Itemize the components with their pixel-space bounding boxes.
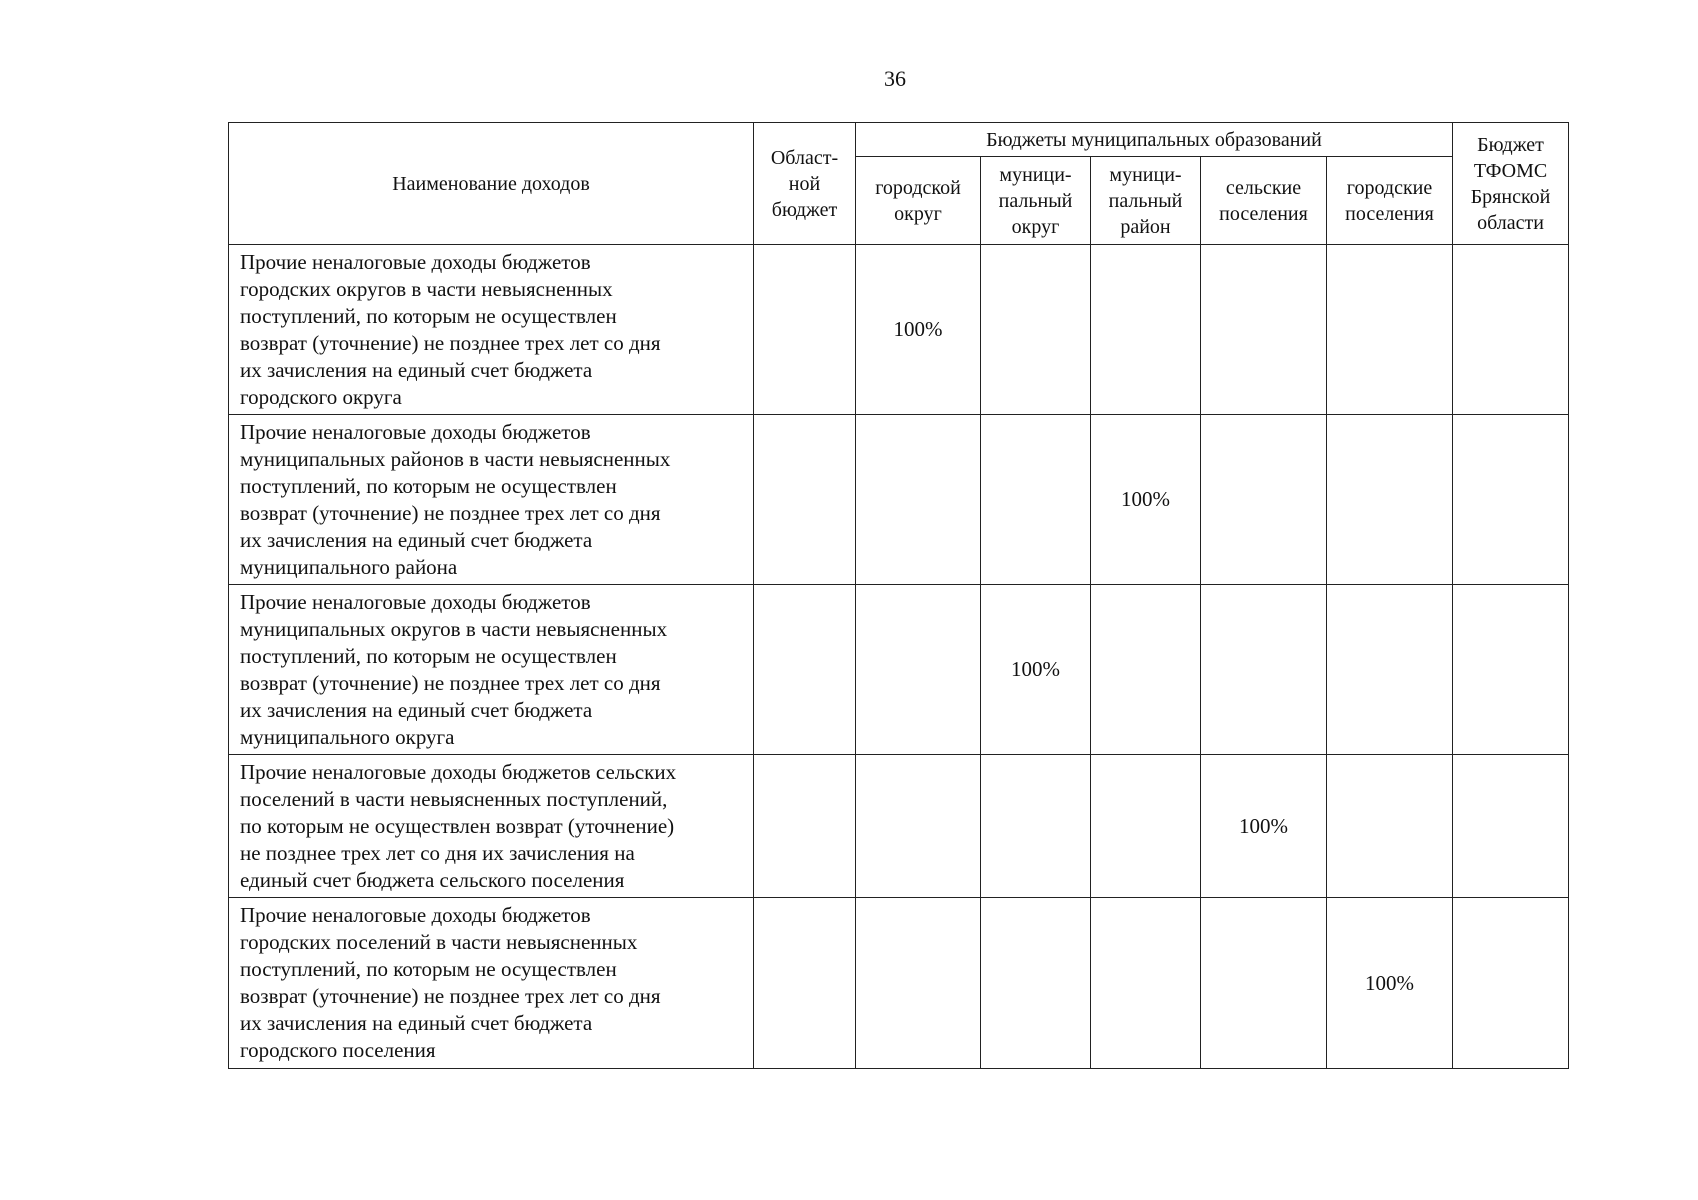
percent-cell bbox=[1453, 585, 1569, 755]
percent-cell bbox=[1091, 585, 1201, 755]
header-regional-budget: Област- ной бюджет bbox=[754, 123, 856, 245]
header-municipal-budgets: Бюджеты муниципальных образований bbox=[856, 123, 1453, 157]
percent-cell bbox=[856, 898, 981, 1069]
percent-cell bbox=[856, 415, 981, 585]
header-municipal-okrug: муници- пальный округ bbox=[981, 157, 1091, 245]
percent-cell bbox=[856, 585, 981, 755]
table-body bbox=[229, 245, 1569, 1069]
header-tfoms-budget: Бюджет ТФОМС Брянской области bbox=[1453, 123, 1569, 245]
header-revenue-name: Наименование доходов bbox=[229, 123, 754, 245]
percent-cell bbox=[754, 415, 856, 585]
table-row bbox=[229, 415, 1569, 585]
percent-cell bbox=[1327, 755, 1453, 898]
percent-cell bbox=[1327, 585, 1453, 755]
percent-cell: 100% bbox=[1091, 415, 1201, 585]
percent-cell: 100% bbox=[981, 585, 1091, 755]
percent-cell bbox=[754, 245, 856, 415]
table-row bbox=[229, 755, 1569, 898]
percent-cell bbox=[981, 755, 1091, 898]
percent-cell bbox=[1453, 755, 1569, 898]
revenue-name-cell: Прочие неналоговые доходы бюджетов сельских поселений в части невыясненных поступлений, по которым не осуществлен возврат (уточнение) не позднее трех лет со дня их зачисления на единый счет бюджета сельского поселения bbox=[229, 755, 754, 898]
page-number: 36 bbox=[884, 66, 906, 91]
percent-cell bbox=[981, 898, 1091, 1069]
percent-cell bbox=[1201, 245, 1327, 415]
percent-cell bbox=[981, 245, 1091, 415]
header-municipal-raion: муници- пальный район bbox=[1091, 157, 1201, 245]
percent-cell bbox=[754, 755, 856, 898]
header-rural-settlements: сельские поселения bbox=[1201, 157, 1327, 245]
table-row bbox=[229, 898, 1569, 1069]
revenue-name-cell: Прочие неналоговые доходы бюджетов городских поселений в части невыясненных поступлений, по которым не осуществлен возврат (уточнение) не позднее трех лет со дня их зачисления на единый счет бюджета городского поселения bbox=[229, 898, 754, 1069]
percent-cell bbox=[754, 898, 856, 1069]
percent-cell bbox=[1453, 898, 1569, 1069]
table-row bbox=[229, 585, 1569, 755]
percent-cell: 100% bbox=[1201, 755, 1327, 898]
percent-cell bbox=[1201, 898, 1327, 1069]
percent-cell bbox=[1201, 415, 1327, 585]
percent-cell bbox=[1327, 245, 1453, 415]
percent-cell bbox=[1201, 585, 1327, 755]
percent-cell: 100% bbox=[1327, 898, 1453, 1069]
percent-cell: 100% bbox=[856, 245, 981, 415]
percent-cell bbox=[856, 755, 981, 898]
revenue-name-cell: Прочие неналоговые доходы бюджетов муниципальных округов в части невыясненных поступлений, по которым не осуществлен возврат (уточнение) не позднее трех лет со дня их зачисления на единый счет бюджета муниципального округа bbox=[229, 585, 754, 755]
revenue-name-cell: Прочие неналоговые доходы бюджетов муниципальных районов в части невыясненных поступлений, по которым не осуществлен возврат (уточнение) не позднее трех лет со дня их зачисления на единый счет бюджета муниципального района bbox=[229, 415, 754, 585]
percent-cell bbox=[754, 585, 856, 755]
table-row bbox=[229, 245, 1569, 415]
percent-cell bbox=[1091, 755, 1201, 898]
percent-cell bbox=[1453, 415, 1569, 585]
percent-cell bbox=[1091, 245, 1201, 415]
revenue-distribution-table bbox=[228, 122, 1569, 1069]
revenue-name-cell: Прочие неналоговые доходы бюджетов городских округов в части невыясненных поступлений, по которым не осуществлен возврат (уточнение) не позднее трех лет со дня их зачисления на единый счет бюджета городского округа bbox=[229, 245, 754, 415]
header-urban-settlements: городские поселения bbox=[1327, 157, 1453, 245]
percent-cell bbox=[1327, 415, 1453, 585]
percent-cell bbox=[1091, 898, 1201, 1069]
percent-cell bbox=[1453, 245, 1569, 415]
header-city-district: городской округ bbox=[856, 157, 981, 245]
percent-cell bbox=[981, 415, 1091, 585]
